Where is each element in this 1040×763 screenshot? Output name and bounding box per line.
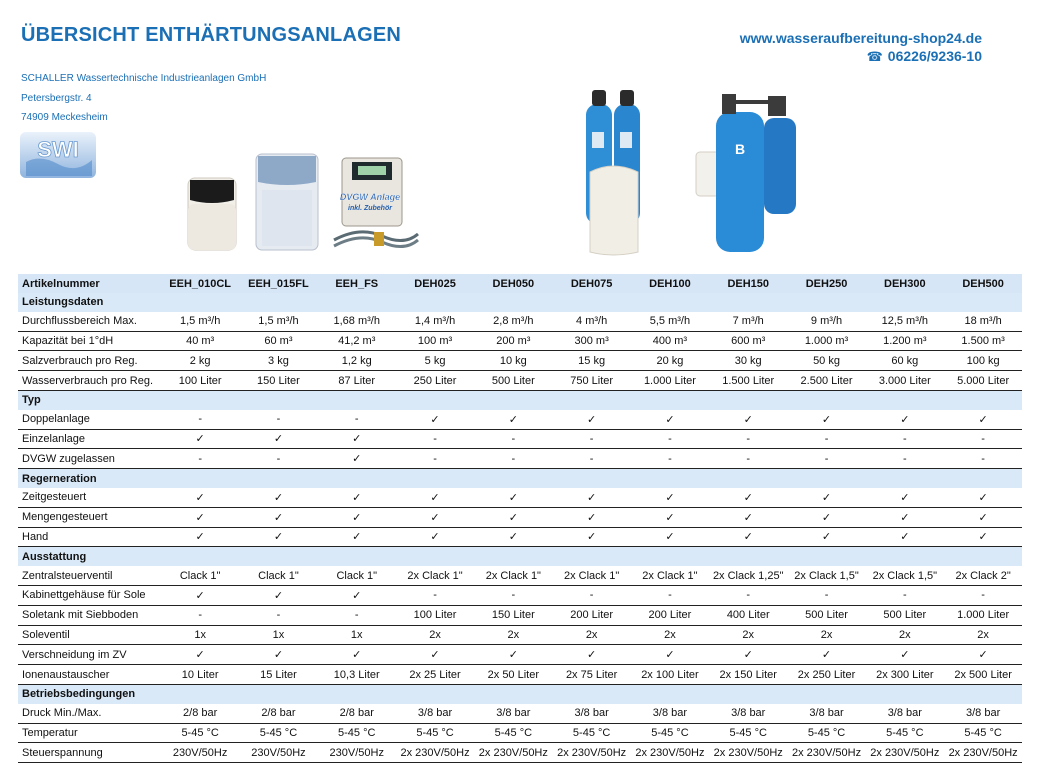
table-header-row xyxy=(18,274,1022,293)
table-cell: 1.000 Liter xyxy=(631,371,709,391)
table-cell: 2x Clack 2" xyxy=(944,566,1022,585)
table-cell: - xyxy=(474,429,552,449)
table-cell: ✓ xyxy=(944,507,1022,527)
table-cell: 200 m³ xyxy=(474,331,552,351)
table-cell: 5-45 °C xyxy=(631,723,709,743)
table-row xyxy=(18,507,1022,527)
table-cell: - xyxy=(396,585,474,605)
table-cell: ✓ xyxy=(552,645,630,665)
table-cell: ✓ xyxy=(474,527,552,547)
tank-letter-label: B xyxy=(734,141,746,157)
column-header: DEH150 xyxy=(709,274,787,293)
table-cell: 2x 50 Liter xyxy=(474,665,552,685)
table-cell: ✓ xyxy=(396,507,474,527)
table-cell: 100 m³ xyxy=(396,331,474,351)
table-cell: 9 m³/h xyxy=(787,312,865,331)
table-cell: ✓ xyxy=(396,527,474,547)
table-cell: 150 Liter xyxy=(474,605,552,625)
table-cell: 3/8 bar xyxy=(866,704,944,723)
table-cell: 2x 100 Liter xyxy=(631,665,709,685)
table-cell: 2x 230V/50Hz xyxy=(552,743,630,763)
table-row xyxy=(18,605,1022,625)
table-cell: 5-45 °C xyxy=(239,723,317,743)
table-cell: 3/8 bar xyxy=(552,704,630,723)
table-row xyxy=(18,645,1022,665)
table-cell: 750 Liter xyxy=(552,371,630,391)
table-cell: 230V/50Hz xyxy=(318,743,396,763)
table-cell: 250 Liter xyxy=(396,371,474,391)
table-cell: 3/8 bar xyxy=(631,704,709,723)
row-label: Soleventil xyxy=(18,625,161,645)
table-cell: - xyxy=(866,585,944,605)
table-cell: 500 Liter xyxy=(866,605,944,625)
table-cell: 18 m³/h xyxy=(944,312,1022,331)
table-row xyxy=(18,312,1022,331)
table-cell: - xyxy=(709,585,787,605)
row-label: Ionenaustauscher xyxy=(18,665,161,685)
table-cell: 500 Liter xyxy=(474,371,552,391)
table-cell: ✓ xyxy=(631,488,709,507)
table-cell: ✓ xyxy=(552,507,630,527)
table-cell: ✓ xyxy=(866,488,944,507)
table-cell: ✓ xyxy=(631,410,709,429)
table-cell: ✓ xyxy=(318,645,396,665)
table-cell: ✓ xyxy=(318,527,396,547)
table-cell: 7 m³/h xyxy=(709,312,787,331)
table-cell: ✓ xyxy=(787,527,865,547)
table-cell: Clack 1" xyxy=(318,566,396,585)
table-cell: 100 kg xyxy=(944,351,1022,371)
table-cell: 2x Clack 1,5" xyxy=(866,566,944,585)
table-cell: 50 kg xyxy=(787,351,865,371)
company-name: SCHALLER Wassertechnische Industrieanlagen GmbH xyxy=(21,73,267,84)
table-cell: 1.000 Liter xyxy=(944,605,1022,625)
company-city: 74909 Meckesheim xyxy=(21,112,108,123)
page-title: ÜBERSICHT ENTHÄRTUNGSANLAGEN xyxy=(21,24,402,46)
table-cell: ✓ xyxy=(709,527,787,547)
table-cell: ✓ xyxy=(709,645,787,665)
table-cell: 2x Clack 1,25" xyxy=(709,566,787,585)
table-cell: 1x xyxy=(161,625,239,645)
column-header: DEH300 xyxy=(866,274,944,293)
table-cell: ✓ xyxy=(631,507,709,527)
table-cell: ✓ xyxy=(944,488,1022,507)
row-label: Temperatur xyxy=(18,723,161,743)
table-cell: ✓ xyxy=(709,507,787,527)
table-cell: 5 kg xyxy=(396,351,474,371)
table-cell: 5-45 °C xyxy=(161,723,239,743)
dvgw-sublabel: inkl. Zubehör xyxy=(348,205,392,212)
table-row xyxy=(18,625,1022,645)
table-cell: 2 kg xyxy=(161,351,239,371)
section-label: Leistungsdaten xyxy=(18,293,1022,312)
table-cell: - xyxy=(631,429,709,449)
table-cell: ✓ xyxy=(161,429,239,449)
table-cell: 2x xyxy=(944,625,1022,645)
table-cell: 5-45 °C xyxy=(552,723,630,743)
row-label: DVGW zugelassen xyxy=(18,449,161,469)
table-cell: ✓ xyxy=(474,507,552,527)
table-cell: ✓ xyxy=(239,488,317,507)
table-cell: ✓ xyxy=(161,507,239,527)
table-cell: - xyxy=(866,449,944,469)
row-label: Steuerspannung xyxy=(18,743,161,763)
section-label: Typ xyxy=(18,390,1022,409)
table-cell: ✓ xyxy=(318,429,396,449)
table-row xyxy=(18,585,1022,605)
table-cell: ✓ xyxy=(944,645,1022,665)
table-cell: 2x xyxy=(866,625,944,645)
table-cell: 41,2 m³ xyxy=(318,331,396,351)
table-cell: 2x xyxy=(552,625,630,645)
table-cell: - xyxy=(161,410,239,429)
table-cell: ✓ xyxy=(944,527,1022,547)
table-cell: 3/8 bar xyxy=(944,704,1022,723)
table-cell: 10,3 Liter xyxy=(318,665,396,685)
table-cell: 230V/50Hz xyxy=(239,743,317,763)
table-cell: 3 kg xyxy=(239,351,317,371)
table-cell: 2x 230V/50Hz xyxy=(787,743,865,763)
table-row xyxy=(18,410,1022,429)
table-cell: 1,5 m³/h xyxy=(161,312,239,331)
table-cell: 3.000 Liter xyxy=(866,371,944,391)
table-cell: 2x 150 Liter xyxy=(709,665,787,685)
table-cell: ✓ xyxy=(552,410,630,429)
table-cell: 2x 300 Liter xyxy=(866,665,944,685)
table-cell: ✓ xyxy=(944,410,1022,429)
table-cell: 5-45 °C xyxy=(709,723,787,743)
table-cell: - xyxy=(866,429,944,449)
table-cell: 5.000 Liter xyxy=(944,371,1022,391)
table-cell: ✓ xyxy=(552,488,630,507)
table-cell: 5,5 m³/h xyxy=(631,312,709,331)
column-header: DEH100 xyxy=(631,274,709,293)
table-cell: 500 Liter xyxy=(787,605,865,625)
table-cell: ✓ xyxy=(787,488,865,507)
table-cell: 200 Liter xyxy=(552,605,630,625)
company-logo xyxy=(20,132,96,178)
table-cell: ✓ xyxy=(474,488,552,507)
table-cell: 1.000 m³ xyxy=(787,331,865,351)
table-cell: 600 m³ xyxy=(709,331,787,351)
section-row xyxy=(18,293,1022,312)
table-row xyxy=(18,331,1022,351)
table-cell: ✓ xyxy=(318,449,396,469)
phone-number xyxy=(867,48,982,65)
column-header: DEH250 xyxy=(787,274,865,293)
table-cell: 1.500 Liter xyxy=(709,371,787,391)
column-header: DEH075 xyxy=(552,274,630,293)
table-cell: 2x 230V/50Hz xyxy=(396,743,474,763)
table-cell: 2x Clack 1" xyxy=(474,566,552,585)
table-cell: 5-45 °C xyxy=(944,723,1022,743)
table-cell: 1,2 kg xyxy=(318,351,396,371)
table-cell: - xyxy=(787,585,865,605)
table-row xyxy=(18,704,1022,723)
table-cell: 1x xyxy=(318,625,396,645)
table-cell: ✓ xyxy=(161,585,239,605)
table-cell: - xyxy=(318,410,396,429)
table-cell: ✓ xyxy=(866,410,944,429)
table-cell: 300 m³ xyxy=(552,331,630,351)
table-cell: 87 Liter xyxy=(318,371,396,391)
table-cell: 30 kg xyxy=(709,351,787,371)
table-cell: 2/8 bar xyxy=(318,704,396,723)
table-row xyxy=(18,527,1022,547)
table-cell: 5-45 °C xyxy=(474,723,552,743)
table-cell: - xyxy=(239,449,317,469)
column-header: EEH_015FL xyxy=(239,274,317,293)
table-cell: ✓ xyxy=(318,585,396,605)
table-cell: Clack 1" xyxy=(239,566,317,585)
table-cell: 3/8 bar xyxy=(709,704,787,723)
table-cell: 1.500 m³ xyxy=(944,331,1022,351)
table-cell: ✓ xyxy=(552,527,630,547)
table-cell: 15 kg xyxy=(552,351,630,371)
table-cell: 20 kg xyxy=(631,351,709,371)
row-label: Zeitgesteuert xyxy=(18,488,161,507)
table-cell: ✓ xyxy=(318,488,396,507)
section-label: Regerneration xyxy=(18,469,1022,488)
section-row xyxy=(18,469,1022,488)
table-cell: ✓ xyxy=(161,488,239,507)
product-image-deh-large xyxy=(694,88,806,256)
table-cell: 3/8 bar xyxy=(474,704,552,723)
table-cell: 2x 230V/50Hz xyxy=(474,743,552,763)
table-row xyxy=(18,665,1022,685)
table-row xyxy=(18,371,1022,391)
row-label: Kabinettgehäuse für Sole xyxy=(18,585,161,605)
table-cell: 1,4 m³/h xyxy=(396,312,474,331)
table-cell: 2x xyxy=(396,625,474,645)
section-label: Betriebsbedingungen xyxy=(18,684,1022,703)
section-row xyxy=(18,547,1022,566)
table-row xyxy=(18,566,1022,585)
table-row xyxy=(18,723,1022,743)
table-cell: ✓ xyxy=(396,645,474,665)
row-label: Durchflussbereich Max. xyxy=(18,312,161,331)
table-cell: - xyxy=(318,605,396,625)
table-cell: 2x 75 Liter xyxy=(552,665,630,685)
section-label: Ausstattung xyxy=(18,547,1022,566)
table-cell: 1.200 m³ xyxy=(866,331,944,351)
table-row xyxy=(18,429,1022,449)
table-cell: 3/8 bar xyxy=(787,704,865,723)
table-cell: Clack 1" xyxy=(161,566,239,585)
svg-text:SWI: SWI xyxy=(37,137,79,162)
product-image-eeh-fs xyxy=(330,156,420,252)
table-cell: - xyxy=(944,449,1022,469)
product-image-eeh015fl xyxy=(252,150,324,252)
table-row xyxy=(18,743,1022,763)
dvgw-label: DVGW Anlage xyxy=(339,192,401,202)
table-cell: 5-45 °C xyxy=(318,723,396,743)
table-cell: - xyxy=(161,449,239,469)
table-cell: 2,8 m³/h xyxy=(474,312,552,331)
table-cell: 400 m³ xyxy=(631,331,709,351)
table-cell: - xyxy=(396,449,474,469)
table-cell: 2/8 bar xyxy=(161,704,239,723)
table-cell: ✓ xyxy=(787,507,865,527)
row-label: Wasserverbrauch pro Reg. xyxy=(18,371,161,391)
table-cell: 2x Clack 1" xyxy=(631,566,709,585)
table-cell: ✓ xyxy=(866,527,944,547)
table-cell: 100 Liter xyxy=(396,605,474,625)
table-cell: - xyxy=(787,449,865,469)
table-cell: 60 m³ xyxy=(239,331,317,351)
table-cell: 230V/50Hz xyxy=(161,743,239,763)
table-cell: - xyxy=(239,605,317,625)
table-cell: - xyxy=(396,429,474,449)
column-header: DEH050 xyxy=(474,274,552,293)
table-cell: 1,5 m³/h xyxy=(239,312,317,331)
row-label: Salzverbrauch pro Reg. xyxy=(18,351,161,371)
company-street: Petersbergstr. 4 xyxy=(21,93,92,104)
table-cell: 2.500 Liter xyxy=(787,371,865,391)
row-label: Kapazität bei 1°dH xyxy=(18,331,161,351)
column-header: DEH025 xyxy=(396,274,474,293)
table-cell: 2x Clack 1,5" xyxy=(787,566,865,585)
table-cell: - xyxy=(944,429,1022,449)
table-cell: ✓ xyxy=(239,585,317,605)
table-cell: 1,68 m³/h xyxy=(318,312,396,331)
website-link[interactable]: www.wasseraufbereitung-shop24.de xyxy=(739,30,982,46)
row-label: Hand xyxy=(18,527,161,547)
table-cell: 2x xyxy=(709,625,787,645)
table-cell: ✓ xyxy=(709,410,787,429)
table-cell: ✓ xyxy=(631,645,709,665)
table-cell: 2x Clack 1" xyxy=(396,566,474,585)
row-label: Zentralsteuerventil xyxy=(18,566,161,585)
table-cell: ✓ xyxy=(396,488,474,507)
table-cell: ✓ xyxy=(709,488,787,507)
table-cell: 1x xyxy=(239,625,317,645)
table-cell: 400 Liter xyxy=(709,605,787,625)
table-cell: - xyxy=(709,449,787,469)
row-label: Einzelanlage xyxy=(18,429,161,449)
table-cell: 100 Liter xyxy=(161,371,239,391)
table-cell: ✓ xyxy=(787,645,865,665)
row-label: Druck Min./Max. xyxy=(18,704,161,723)
table-cell: ✓ xyxy=(866,507,944,527)
table-cell: 5-45 °C xyxy=(866,723,944,743)
product-image-deh-small xyxy=(578,86,654,256)
table-cell: 3/8 bar xyxy=(396,704,474,723)
row-label: Doppelanlage xyxy=(18,410,161,429)
column-header: EEH_010CL xyxy=(161,274,239,293)
table-cell: 2x 230V/50Hz xyxy=(631,743,709,763)
table-cell: 12,5 m³/h xyxy=(866,312,944,331)
table-cell: - xyxy=(944,585,1022,605)
table-cell: ✓ xyxy=(161,527,239,547)
table-cell: - xyxy=(552,585,630,605)
table-cell: 200 Liter xyxy=(631,605,709,625)
table-cell: ✓ xyxy=(866,645,944,665)
header-label: Artikelnummer xyxy=(18,274,161,293)
table-cell: 2x 230V/50Hz xyxy=(944,743,1022,763)
row-label: Verschneidung im ZV xyxy=(18,645,161,665)
table-cell: 150 Liter xyxy=(239,371,317,391)
section-row xyxy=(18,390,1022,409)
table-cell: 2x xyxy=(631,625,709,645)
phone-text: 06226/9236-10 xyxy=(887,48,982,64)
table-cell: ✓ xyxy=(787,410,865,429)
table-cell: ✓ xyxy=(318,507,396,527)
table-cell: - xyxy=(631,585,709,605)
table-cell: ✓ xyxy=(239,429,317,449)
column-header: DEH500 xyxy=(944,274,1022,293)
table-cell: ✓ xyxy=(161,645,239,665)
table-cell: 4 m³/h xyxy=(552,312,630,331)
table-cell: ✓ xyxy=(396,410,474,429)
table-cell: - xyxy=(709,429,787,449)
table-cell: - xyxy=(552,449,630,469)
table-cell: 2x xyxy=(787,625,865,645)
table-row xyxy=(18,351,1022,371)
table-cell: 2/8 bar xyxy=(239,704,317,723)
table-cell: - xyxy=(474,449,552,469)
table-cell: 2x Clack 1" xyxy=(552,566,630,585)
table-cell: - xyxy=(239,410,317,429)
product-image-eeh010cl xyxy=(184,176,240,252)
table-cell: ✓ xyxy=(631,527,709,547)
table-cell: 2x 230V/50Hz xyxy=(709,743,787,763)
table-cell: 15 Liter xyxy=(239,665,317,685)
row-label: Soletank mit Siebboden xyxy=(18,605,161,625)
telephone-icon: ☎ xyxy=(866,49,883,64)
section-row xyxy=(18,684,1022,703)
column-header: EEH_FS xyxy=(318,274,396,293)
table-cell: - xyxy=(474,585,552,605)
table-cell: 5-45 °C xyxy=(787,723,865,743)
table-cell: - xyxy=(161,605,239,625)
table-cell: ✓ xyxy=(239,507,317,527)
table-cell: 10 kg xyxy=(474,351,552,371)
table-cell: 2x 250 Liter xyxy=(787,665,865,685)
table-cell: 40 m³ xyxy=(161,331,239,351)
table-cell: 60 kg xyxy=(866,351,944,371)
row-label: Mengengesteuert xyxy=(18,507,161,527)
table-cell: - xyxy=(787,429,865,449)
table-cell: 2x 500 Liter xyxy=(944,665,1022,685)
spec-table xyxy=(18,274,1022,763)
table-row xyxy=(18,449,1022,469)
table-cell: ✓ xyxy=(474,410,552,429)
table-cell: ✓ xyxy=(474,645,552,665)
table-cell: 10 Liter xyxy=(161,665,239,685)
table-cell: ✓ xyxy=(239,645,317,665)
table-cell: 5-45 °C xyxy=(396,723,474,743)
table-cell: - xyxy=(552,429,630,449)
table-cell: ✓ xyxy=(239,527,317,547)
table-cell: 2x xyxy=(474,625,552,645)
table-cell: - xyxy=(631,449,709,469)
table-row xyxy=(18,488,1022,507)
table-cell: 2x 230V/50Hz xyxy=(866,743,944,763)
table-cell: 2x 25 Liter xyxy=(396,665,474,685)
